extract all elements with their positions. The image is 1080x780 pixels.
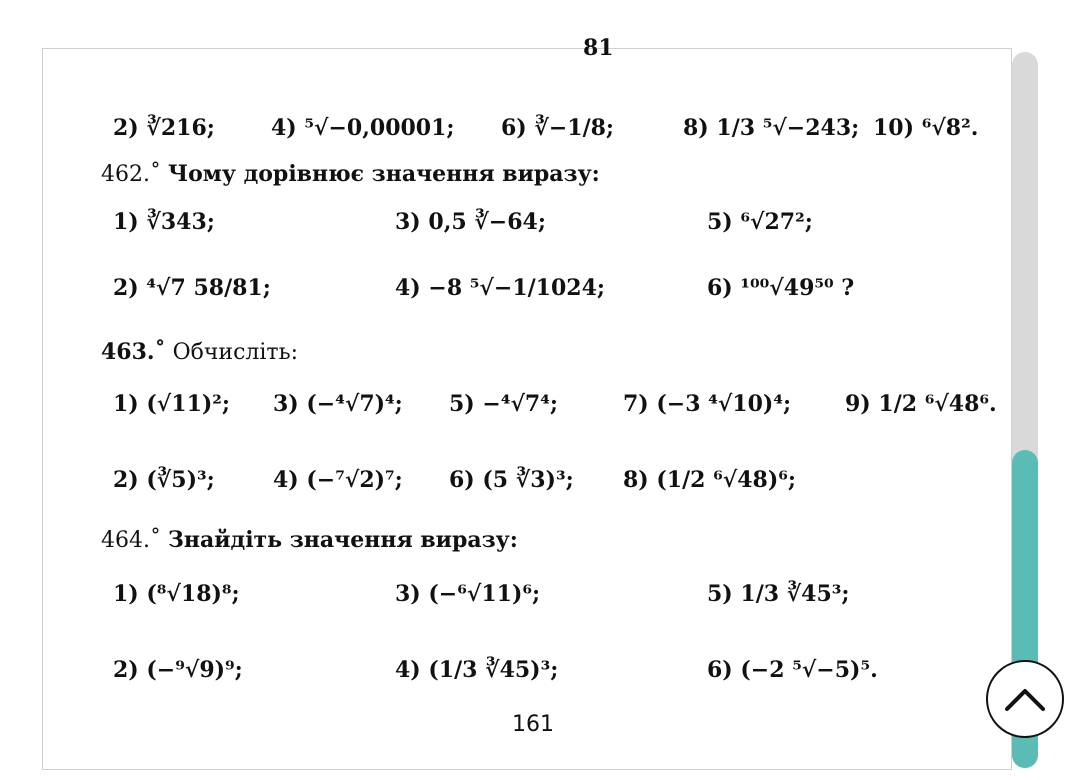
- exercise-title: Чому дорівнює значення виразу:: [167, 161, 600, 187]
- ex463-item-5: [449, 391, 558, 417]
- item-label: 9): [845, 391, 871, 417]
- item-expression: (−⁴√7)⁴;: [306, 391, 403, 417]
- item-label: 2): [113, 467, 139, 493]
- scroll-to-top-button[interactable]: [986, 660, 1064, 738]
- item-expression: 1/2 ⁶√48⁶.: [878, 391, 997, 417]
- ex462-item-4: [395, 275, 605, 301]
- page-number: 161: [512, 712, 554, 737]
- exercise-464-header: [101, 527, 518, 553]
- prev-item-2: [113, 115, 215, 141]
- item-label: 6): [449, 467, 475, 493]
- item-expression: (√11)²;: [146, 391, 231, 417]
- exercise-number: 463.˚: [101, 339, 166, 365]
- ex462-item-2: [113, 275, 271, 301]
- cut-off-previous-row: [43, 35, 1011, 69]
- ex463-item-2: [113, 467, 215, 493]
- textbook-page: [42, 35, 1012, 770]
- item-expression: (1/2 ⁶√48)⁶;: [656, 467, 796, 493]
- ex464-item-1: [113, 581, 240, 607]
- exercise-462-header: [101, 161, 600, 187]
- item-expression: −8 ⁵√−1/1024;: [428, 275, 606, 301]
- item-label: 5): [449, 391, 475, 417]
- item-expression: ⁶√8².: [921, 115, 979, 141]
- item-label: 5): [707, 581, 733, 607]
- ex463-item-9: [845, 391, 997, 417]
- item-expression: ¹⁰⁰√49⁵⁰ ?: [740, 275, 855, 301]
- cut-fragment: 81: [583, 35, 614, 61]
- item-label: 2): [113, 657, 139, 683]
- prev-item-4: [271, 115, 455, 141]
- item-expression: 1/3 ⁵√−243;: [716, 115, 860, 141]
- item-label: 6): [501, 115, 527, 141]
- item-label: 5): [707, 209, 733, 235]
- ex463-item-3: [273, 391, 403, 417]
- item-expression: 0,5 ∛−64;: [428, 209, 546, 235]
- item-label: 8): [623, 467, 649, 493]
- item-expression: ∛216;: [146, 115, 215, 141]
- item-label: 4): [395, 657, 421, 683]
- item-expression: −⁴√7⁴;: [482, 391, 558, 417]
- prev-item-6: [501, 115, 614, 141]
- item-label: 3): [395, 209, 421, 235]
- ex464-item-4: [395, 657, 558, 683]
- item-label: 4): [395, 275, 421, 301]
- exercise-number: 464.˚: [101, 528, 161, 553]
- ex462-item-5: [707, 209, 813, 235]
- item-expression: (1/3 ∛45)³;: [428, 657, 559, 683]
- item-label: 1): [113, 581, 139, 607]
- item-label: 3): [395, 581, 421, 607]
- exercise-463-header: [101, 339, 298, 365]
- item-label: 3): [273, 391, 299, 417]
- item-label: 1): [113, 391, 139, 417]
- item-label: 4): [271, 115, 297, 141]
- item-label: 6): [707, 657, 733, 683]
- item-expression: ⁶√27²;: [740, 209, 813, 235]
- item-label: 2): [113, 275, 139, 301]
- item-expression: ⁴√7 58/81;: [146, 275, 271, 301]
- item-label: 2): [113, 115, 139, 141]
- ex462-item-3: [395, 209, 546, 235]
- item-expression: (5 ∛3)³;: [482, 467, 574, 493]
- ex464-item-3: [395, 581, 540, 607]
- ex463-item-1: [113, 391, 230, 417]
- ex462-item-6: [707, 275, 854, 301]
- ex463-item-8: [623, 467, 796, 493]
- item-label: 1): [113, 209, 139, 235]
- item-expression: ∛−1/8;: [534, 115, 615, 141]
- ex464-item-5: [707, 581, 850, 607]
- exercise-title: Обчисліть:: [172, 340, 298, 365]
- chevron-up-icon: [1003, 685, 1047, 713]
- item-label: 7): [623, 391, 649, 417]
- prev-item-8: [683, 115, 859, 141]
- ex463-item-4: [273, 467, 403, 493]
- ex462-item-1: [113, 209, 215, 235]
- exercise-title: Знайдіть значення виразу:: [167, 527, 518, 553]
- item-expression: (⁸√18)⁸;: [146, 581, 240, 607]
- item-expression: (−3 ⁴√10)⁴;: [656, 391, 792, 417]
- item-expression: (−⁷√2)⁷;: [306, 467, 403, 493]
- item-expression: ∛343;: [146, 209, 215, 235]
- ex463-item-6: [449, 467, 574, 493]
- item-expression: 1/3 ∛45³;: [740, 581, 850, 607]
- item-label: 6): [707, 275, 733, 301]
- ex464-item-6: [707, 657, 878, 683]
- item-label: 4): [273, 467, 299, 493]
- prev-item-10: [873, 115, 978, 141]
- item-label: 10): [873, 115, 915, 141]
- item-expression: (∛5)³;: [146, 467, 215, 493]
- ex464-item-2: [113, 657, 243, 683]
- item-expression: (−⁹√9)⁹;: [146, 657, 243, 683]
- ex463-item-7: [623, 391, 791, 417]
- item-label: 8): [683, 115, 709, 141]
- item-expression: (−2 ⁵√−5)⁵.: [740, 657, 878, 683]
- exercise-number: 462.˚: [101, 162, 161, 187]
- item-expression: (−⁶√11)⁶;: [428, 581, 541, 607]
- item-expression: ⁵√−0,00001;: [304, 115, 455, 141]
